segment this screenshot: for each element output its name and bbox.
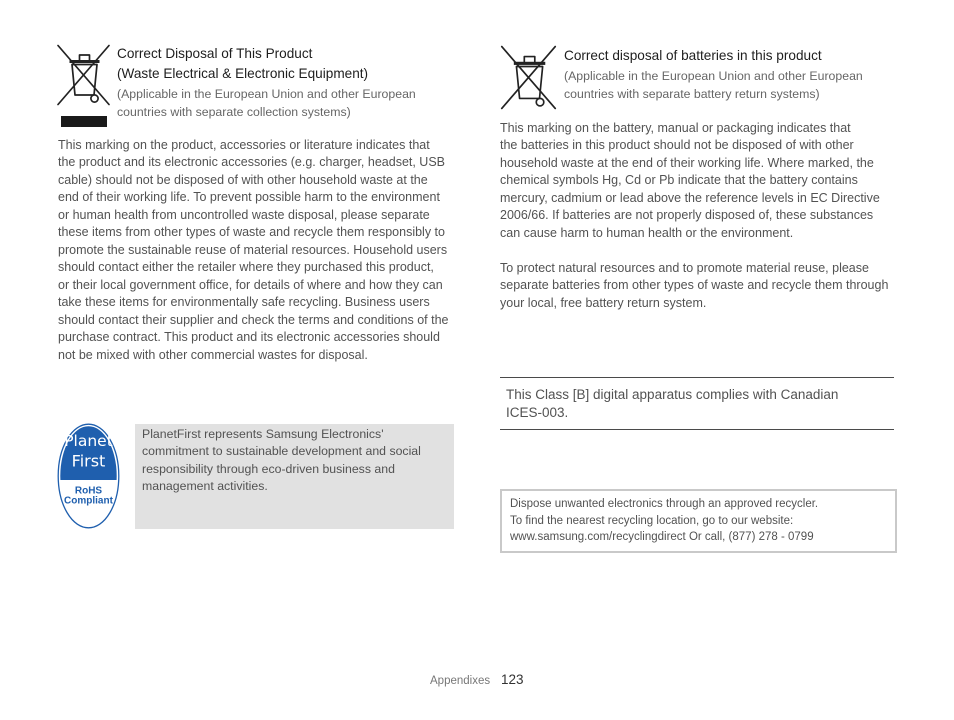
- battery-body-line: the batteries in this product should not be disposed of with other: [500, 138, 854, 152]
- battery-body-line: This marking on the battery, manual or packaging indicates that: [500, 120, 851, 135]
- battery-body-line: mercury, cadmium or lead above the reference levels in EC Directive: [500, 190, 880, 205]
- canada-notice-text: [506, 386, 838, 422]
- recycling-notice-line: Dispose unwanted electronics through an approved recycler.: [510, 498, 819, 511]
- weee-note-line: countries with separate collection systems): [117, 104, 351, 119]
- battery-applicability-note: [564, 67, 863, 103]
- weee-body-line: This marking on the product, accessories or literature indicates that: [58, 137, 430, 152]
- weee-body-line: should contact either the retailer where they purchased this product,: [58, 260, 434, 274]
- canada-notice-line: ICES-003.: [506, 404, 569, 420]
- weee-body-line: purchase contract. This product and its electronic accessories should: [58, 330, 440, 344]
- planetfirst-rohs-logo: [57, 423, 120, 529]
- planetfirst-description-line: commitment to sustainable development and social: [142, 444, 421, 459]
- weee-body-text: [58, 137, 449, 365]
- logo-first-text: First: [71, 451, 106, 471]
- weee-body-line: should contact their supplier and check the terms and conditions of the: [58, 312, 449, 327]
- battery-body-line: household waste at the end of their working life. Where marked, the: [500, 155, 874, 170]
- weee-body-line: cable) should not be disposed of with other household waste at the: [58, 172, 428, 187]
- recycling-notice-line: To find the nearest recycling location, go to our website:: [510, 514, 794, 527]
- battery-recycling-line: separate batteries from other types of waste and recycle them through: [500, 278, 889, 292]
- page-number: 123: [501, 672, 524, 687]
- crossed-out-wheelie-bin-icon: [500, 45, 557, 110]
- canada-ices-notice: [500, 377, 894, 430]
- weee-body-line: these items from other types of waste and recycle them responsibly to: [58, 225, 445, 239]
- weee-body-line: or their local government office, for details of where and how they can: [58, 277, 443, 292]
- weee-title: [117, 44, 368, 84]
- planetfirst-description-line: PlanetFirst represents Samsung Electronics': [142, 426, 384, 441]
- weee-body-line: not be mixed with other commercial wastes for disposal.: [58, 347, 368, 362]
- battery-note-line: (Applicable in the European Union and other European: [564, 68, 863, 83]
- recycling-notice-box: [500, 489, 897, 553]
- recycling-notice-text: [510, 496, 818, 546]
- battery-recycling-paragraph: [500, 260, 888, 313]
- logo-rohs-text: RoHS: [74, 485, 103, 497]
- canada-notice-line: This Class [B] digital apparatus complies with Canadian: [506, 386, 839, 402]
- battery-body-line: can cause harm to human health or the environment.: [500, 225, 794, 240]
- planetfirst-description-panel: [135, 424, 454, 529]
- logo-compliant-text: Compliant: [64, 495, 113, 507]
- battery-recycling-line: To protect natural resources and to promote material reuse, please: [500, 260, 869, 275]
- footer-section-label: Appendixes: [430, 675, 491, 687]
- weee-black-bar: [61, 116, 107, 127]
- weee-body-line: end of their working life. To prevent possible harm to the environment: [58, 190, 440, 204]
- weee-body-line: the product and its electronic accessories (e.g. charger, headset, USB: [58, 155, 446, 169]
- crossed-out-wheelie-bin-icon: [56, 44, 111, 106]
- weee-applicability-note: [117, 85, 416, 121]
- battery-title: Correct disposal of batteries in this product: [564, 47, 822, 63]
- planetfirst-description-line: responsibility through eco-driven business and: [142, 461, 395, 476]
- weee-note-line: (Applicable in the European Union and other European: [117, 86, 416, 101]
- logo-planet-text: Planet: [64, 432, 113, 450]
- battery-note-line: countries with separate battery return systems): [564, 86, 820, 101]
- battery-recycling-line: your local, free battery return system.: [500, 295, 707, 310]
- battery-body-line: chemical symbols Hg, Cd or Pb indicate that the battery contains: [500, 173, 858, 187]
- planetfirst-description-line: management activities.: [142, 479, 268, 494]
- weee-title-line: Correct Disposal of This Product: [117, 45, 313, 61]
- weee-body-line: or human health from uncontrolled waste disposal, please separate: [58, 207, 430, 222]
- weee-body-line: promote the sustainable reuse of material resources. Household users: [58, 242, 448, 257]
- weee-title-line: (Waste Electrical & Electronic Equipment): [117, 65, 369, 81]
- battery-body-line: 2006/66. If batteries are not properly disposed of, these substances: [500, 208, 874, 222]
- planetfirst-description: [142, 426, 421, 496]
- battery-body-paragraph: [500, 120, 880, 243]
- recycling-notice-line: www.samsung.com/recyclingdirect Or call, (877) 278 - 0799: [510, 531, 814, 544]
- weee-body-line: take these items for environmentally safe recycling. Business users: [58, 295, 430, 309]
